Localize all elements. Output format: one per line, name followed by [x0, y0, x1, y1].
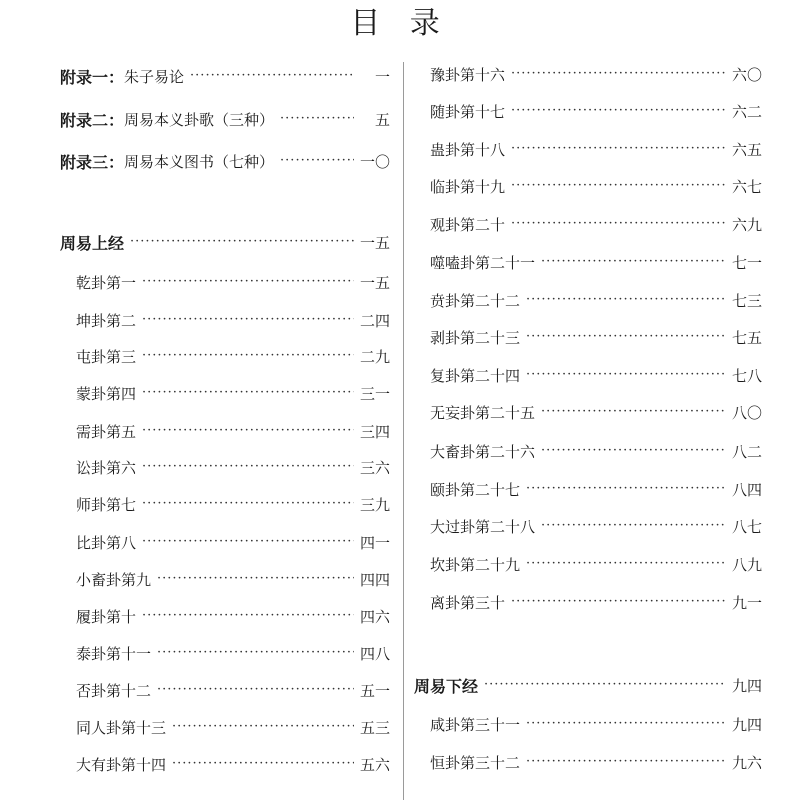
entry-title: 恒卦第三十二: [430, 753, 521, 772]
entry-title: 复卦第二十四: [430, 366, 521, 385]
toc-entry[interactable]: [76, 528, 390, 556]
toc-entry[interactable]: [76, 379, 390, 407]
page-number: 六〇: [731, 65, 762, 84]
page-number: 六二: [731, 102, 762, 121]
dot-leader: [511, 135, 726, 163]
page-number: 九六: [731, 753, 762, 772]
page-number: 二四: [359, 311, 390, 330]
entry-title: 泰卦第十一: [76, 644, 152, 663]
toc-entry[interactable]: [76, 306, 390, 334]
toc-entry[interactable]: [430, 398, 762, 426]
entry-title: 大有卦第十四: [76, 755, 167, 774]
dot-leader: [484, 671, 726, 699]
appendix-label: 附录一: [60, 67, 109, 87]
dot-leader: [142, 379, 354, 407]
page-number: 六九: [731, 215, 762, 234]
toc-entry[interactable]: [430, 588, 762, 616]
page-number: 三六: [359, 458, 390, 477]
toc-entry[interactable]: [430, 361, 762, 389]
dot-leader: [541, 398, 726, 426]
entry-title: 无妄卦第二十五: [430, 403, 536, 422]
toc-entry[interactable]: [76, 453, 390, 481]
section-title: 周易上经: [60, 233, 125, 253]
page-number: 四四: [359, 570, 390, 589]
page-number: 七三: [731, 291, 762, 310]
entry-title: 讼卦第六: [76, 458, 137, 477]
section-heading-lower[interactable]: [414, 671, 762, 699]
dot-leader: [142, 602, 354, 630]
page-number: 四一: [359, 533, 390, 552]
page-number: 八九: [731, 555, 762, 574]
page-number: 一五: [359, 233, 390, 252]
dot-leader: [190, 62, 354, 90]
toc-entry[interactable]: [76, 565, 390, 593]
page-number: 八〇: [731, 403, 762, 422]
column-divider: [403, 62, 404, 800]
toc-entry[interactable]: [76, 342, 390, 370]
dot-leader: [526, 361, 726, 389]
entry-title: 坤卦第二: [76, 311, 137, 330]
toc-entry[interactable]: [430, 60, 762, 88]
dot-leader: [157, 565, 354, 593]
page-number: 六五: [731, 140, 762, 159]
toc-entry[interactable]: [430, 323, 762, 351]
dot-leader: [130, 228, 354, 256]
dot-leader: [526, 286, 726, 314]
dot-leader: [142, 268, 354, 296]
entry-title: 需卦第五: [76, 422, 137, 441]
appendix-colon: ：: [108, 152, 125, 172]
dot-leader: [511, 97, 726, 125]
dot-leader: [511, 60, 726, 88]
dot-leader: [526, 748, 726, 776]
dot-leader: [157, 639, 354, 667]
appendix-colon: ：: [108, 110, 125, 130]
entry-title: 贲卦第二十二: [430, 291, 521, 310]
page-number: 一: [374, 67, 390, 86]
page-number: 九四: [731, 715, 762, 734]
entry-title: 临卦第十九: [430, 177, 506, 196]
page-number: 一五: [359, 273, 390, 292]
dot-leader: [526, 710, 726, 738]
page-number: 八二: [731, 442, 762, 461]
toc-entry-appendix-1[interactable]: [60, 62, 390, 90]
page-number: 三一: [359, 384, 390, 403]
page-number: 二九: [359, 347, 390, 366]
toc-entry[interactable]: [430, 512, 762, 540]
toc-entry[interactable]: [76, 417, 390, 445]
dot-leader: [526, 323, 726, 351]
dot-leader: [541, 248, 726, 276]
toc-entry[interactable]: [76, 268, 390, 296]
dot-leader: [172, 713, 354, 741]
entry-title: 周易本义图书（七种）: [124, 152, 275, 171]
toc-entry[interactable]: [430, 710, 762, 738]
entry-title: 蒙卦第四: [76, 384, 137, 403]
toc-entry-appendix-3[interactable]: [60, 147, 390, 175]
page-number: 七五: [731, 328, 762, 347]
dot-leader: [157, 676, 354, 704]
entry-title: 颐卦第二十七: [430, 480, 521, 499]
toc-entry[interactable]: [76, 676, 390, 704]
toc-entry[interactable]: [430, 135, 762, 163]
entry-title: 乾卦第一: [76, 273, 137, 292]
dot-leader: [511, 210, 726, 238]
section-title: 周易下经: [414, 676, 479, 696]
dot-leader: [511, 172, 726, 200]
dot-leader: [142, 490, 354, 518]
entry-title: 朱子易论: [124, 67, 185, 86]
toc-entry[interactable]: [76, 639, 390, 667]
page-number: 四六: [359, 607, 390, 626]
dot-leader: [142, 342, 354, 370]
page-number: 五一: [359, 681, 390, 700]
entry-title: 蛊卦第十八: [430, 140, 506, 159]
entry-title: 小畜卦第九: [76, 570, 152, 589]
entry-title: 否卦第十二: [76, 681, 152, 700]
page-number: 五三: [359, 718, 390, 737]
entry-title: 坎卦第二十九: [430, 555, 521, 574]
page-number: 五六: [359, 755, 390, 774]
dot-leader: [541, 437, 726, 465]
toc-entry[interactable]: [76, 602, 390, 630]
toc-entry[interactable]: [430, 550, 762, 578]
dot-leader: [511, 588, 726, 616]
dot-leader: [142, 306, 354, 334]
entry-title: 大畜卦第二十六: [430, 442, 536, 461]
page-number: 四八: [359, 644, 390, 663]
page-number: 八四: [731, 480, 762, 499]
page-number: 九四: [731, 676, 762, 695]
page-number: 七八: [731, 366, 762, 385]
page-number: 六七: [731, 177, 762, 196]
page-number: 一〇: [359, 152, 390, 171]
dot-leader: [172, 750, 354, 778]
entry-title: 大过卦第二十八: [430, 517, 536, 536]
page-number: 三九: [359, 495, 390, 514]
toc-entry[interactable]: [76, 750, 390, 778]
page-title: 目 录: [350, 6, 450, 41]
appendix-colon: ：: [108, 67, 125, 87]
dot-leader: [280, 147, 354, 175]
entry-title: 噬嗑卦第二十一: [430, 253, 536, 272]
toc-entry[interactable]: [76, 713, 390, 741]
entry-title: 离卦第三十: [430, 593, 506, 612]
entry-title: 剥卦第二十三: [430, 328, 521, 347]
appendix-label: 附录三: [60, 152, 109, 172]
entry-title: 同人卦第十三: [76, 718, 167, 737]
dot-leader: [526, 550, 726, 578]
toc-entry[interactable]: [430, 748, 762, 776]
entry-title: 屯卦第三: [76, 347, 137, 366]
toc-entry[interactable]: [430, 248, 762, 276]
toc-entry[interactable]: [430, 210, 762, 238]
appendix-label: 附录二: [60, 110, 109, 130]
toc-entry[interactable]: [430, 475, 762, 503]
entry-title: 观卦第二十: [430, 215, 506, 234]
entry-title: 比卦第八: [76, 533, 137, 552]
entry-title: 周易本义卦歌（三种）: [124, 110, 275, 129]
dot-leader: [526, 475, 726, 503]
page-number: 七一: [731, 253, 762, 272]
dot-leader: [142, 417, 354, 445]
page-number: 五: [374, 110, 390, 129]
toc-entry[interactable]: [430, 97, 762, 125]
toc-entry[interactable]: [430, 437, 762, 465]
dot-leader: [541, 512, 726, 540]
toc-entry[interactable]: [430, 286, 762, 314]
section-heading-upper[interactable]: [60, 228, 390, 256]
toc-entry[interactable]: [76, 490, 390, 518]
entry-title: 随卦第十七: [430, 102, 506, 121]
toc-entry[interactable]: [430, 172, 762, 200]
entry-title: 师卦第七: [76, 495, 137, 514]
dot-leader: [142, 528, 354, 556]
page-number: 三四: [359, 422, 390, 441]
entry-title: 履卦第十: [76, 607, 137, 626]
dot-leader: [280, 105, 354, 133]
entry-title: 咸卦第三十一: [430, 715, 521, 734]
entry-title: 豫卦第十六: [430, 65, 506, 84]
toc-entry-appendix-2[interactable]: [60, 105, 390, 133]
page-number: 八七: [731, 517, 762, 536]
dot-leader: [142, 453, 354, 481]
page-number: 九一: [731, 593, 762, 612]
